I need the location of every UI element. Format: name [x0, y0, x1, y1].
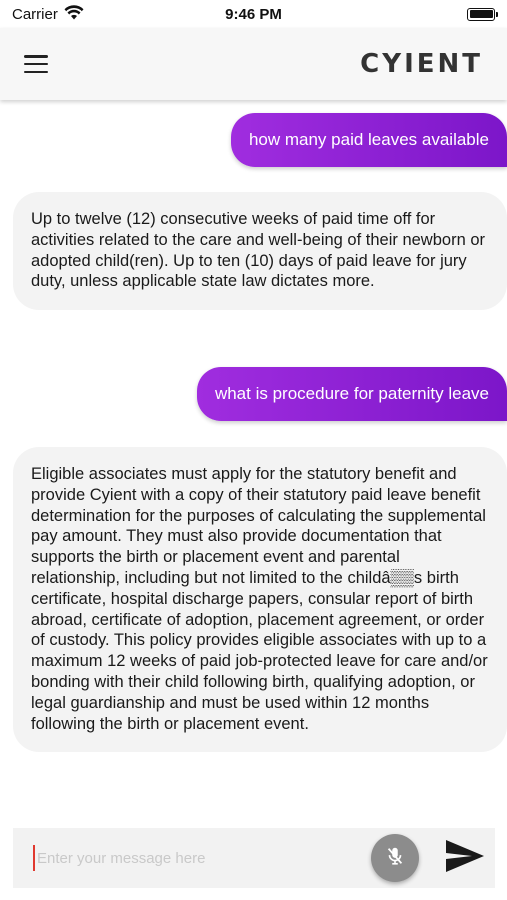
- bot-message-bubble: [13, 447, 507, 752]
- microphone-button[interactable]: [371, 834, 419, 882]
- text-cursor: [33, 845, 35, 871]
- microphone-muted-icon: [384, 845, 406, 872]
- status-time: 9:46 PM: [225, 5, 282, 23]
- user-message-text: what is procedure for paternity leave: [214, 384, 489, 403]
- carrier-label: Carrier: [12, 5, 58, 23]
- bot-message-bubble: [13, 192, 507, 310]
- message-input-bar: [13, 828, 495, 888]
- user-message-bubble: [197, 367, 507, 421]
- bot-message-text: Eligible associates must apply for the statutory benefit and provide Cyient with a copy of their statutory paid leave benefit determination for the purposes of calculating the supplemental pay amount. They must also provide documentation that supports the birth or placement event and parental relationship, including but not limited to the childâ▒▒s birth certificate, hospital discharge papers, consular report of birth abroad, certificate of adoption, placement agreement, or order of custody. This policy provides eligible associates with up to a maximum 12 weeks of paid job-protected leave for care and/or bonding with their child following birth, qualifying adoption, or legal guardianship and must be used within 12 months following the birth or placement event.: [31, 465, 488, 733]
- battery-icon: [467, 8, 495, 21]
- hamburger-menu-icon[interactable]: [24, 55, 48, 73]
- user-message-text: how many paid leaves available: [248, 130, 489, 149]
- app-bar: [0, 28, 507, 100]
- message-input[interactable]: [37, 850, 371, 867]
- user-message-bubble: [231, 113, 507, 167]
- send-button[interactable]: [443, 838, 487, 878]
- brand-logo: CYIENT: [360, 49, 483, 79]
- status-bar: [0, 0, 507, 28]
- send-icon: [444, 838, 486, 879]
- bot-message-text: Up to twelve (12) consecutive weeks of paid time off for activities related to the care and well-being of their newborn or adopted child(ren). Up to ten (10) days of paid leave for jury duty, unless applicable state law dictates more.: [31, 210, 485, 291]
- chat-message-list[interactable]: [0, 100, 507, 818]
